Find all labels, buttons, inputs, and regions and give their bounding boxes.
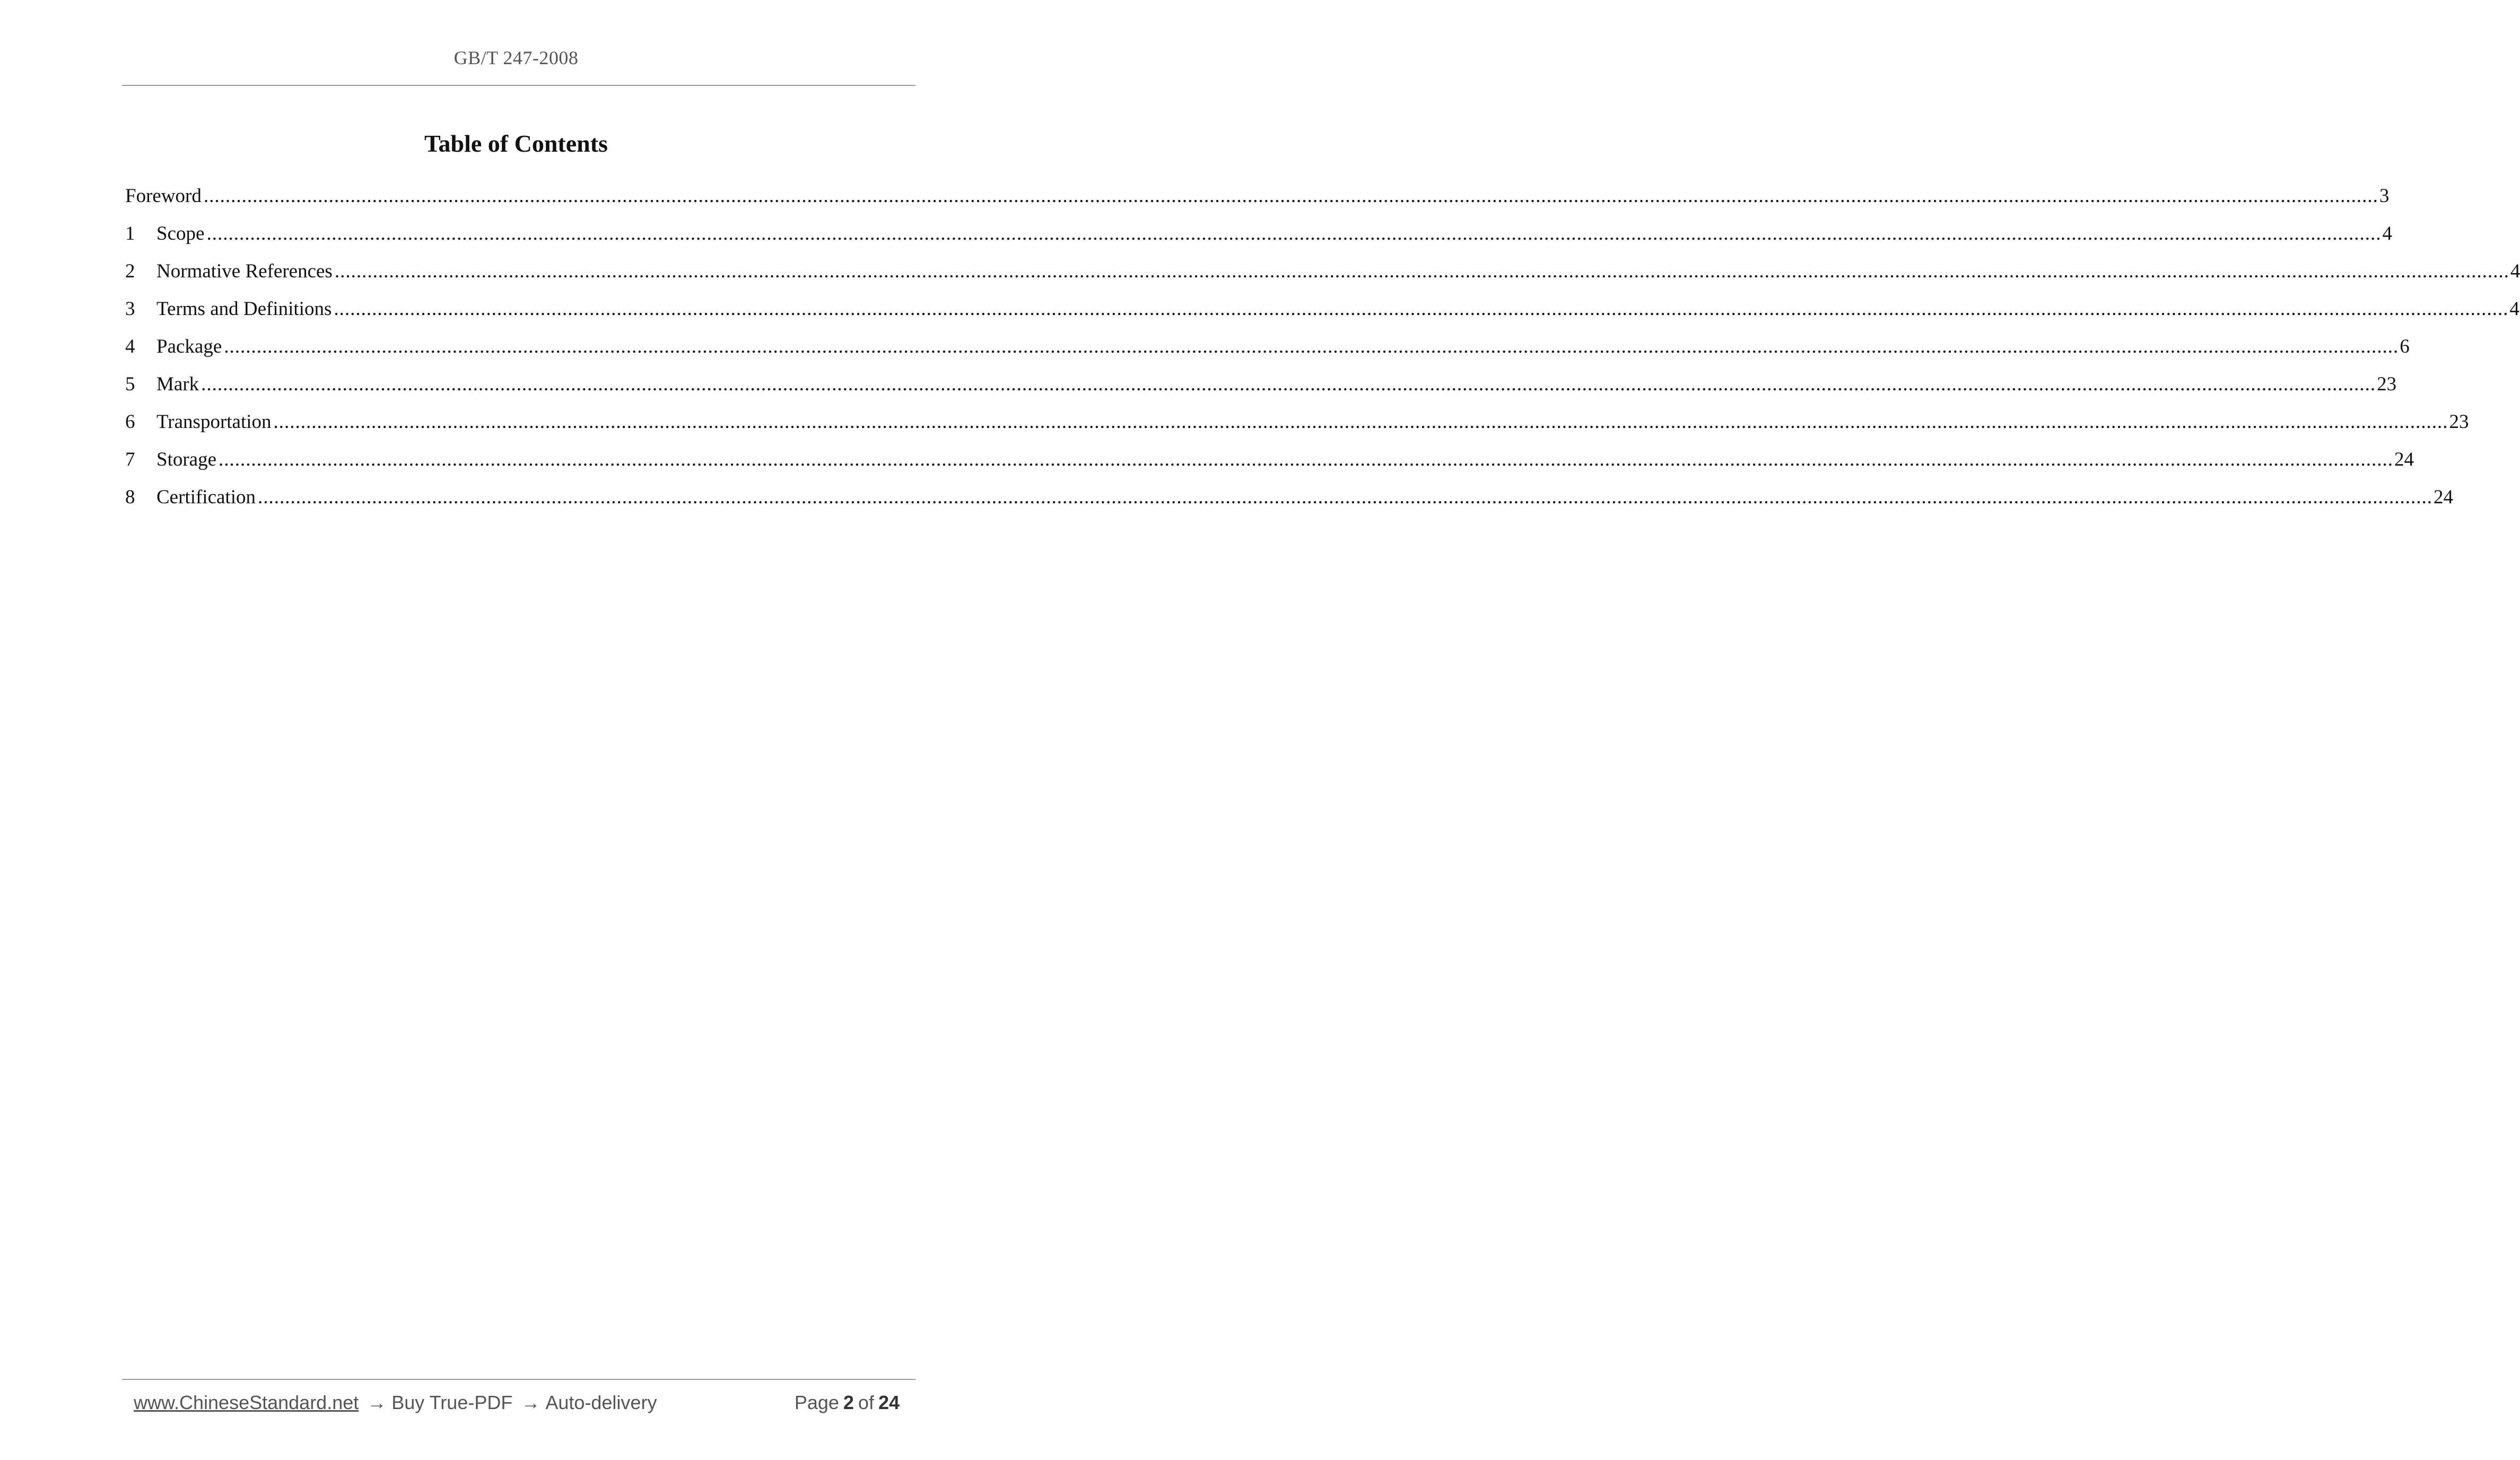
toc-entry-label: Normative References	[156, 260, 333, 282]
buy-pdf-text: Buy True-PDF	[391, 1392, 513, 1413]
footer-promo	[134, 1392, 657, 1414]
toc-leader-dots: ................................................................................................................................................................................................................................................................................................................................................................................................................	[258, 486, 2432, 508]
toc-entry-page: 3	[2379, 185, 2390, 207]
toc-entry-number: 1	[125, 223, 135, 244]
footer-divider	[122, 1379, 915, 1380]
toc-entry[interactable]	[125, 369, 2397, 406]
toc-entry-number: 8	[125, 486, 135, 508]
toc-entry-number: 7	[125, 449, 135, 470]
toc-entry[interactable]	[125, 444, 2414, 482]
toc-entry[interactable]	[125, 180, 2390, 218]
toc-entry[interactable]	[125, 406, 2469, 444]
header-divider	[122, 85, 915, 86]
page-footer	[134, 1392, 904, 1418]
toc-entry-number: 6	[125, 411, 135, 433]
toc-entry-label: Package	[156, 336, 222, 357]
toc-entry-label: Scope	[156, 223, 205, 244]
toc-leader-dots: ................................................................................................................................................................................................................................................................................................................................................................................................................	[219, 449, 2394, 470]
page-indicator	[795, 1392, 904, 1414]
auto-delivery-text: Auto-delivery	[545, 1392, 657, 1413]
toc-entry[interactable]	[125, 256, 2520, 293]
arrow-right-icon: →	[367, 1392, 387, 1413]
table-of-contents	[125, 180, 2520, 519]
toc-entry-label: Terms and Definitions	[156, 298, 332, 320]
toc-entry-number: 2	[125, 260, 135, 282]
toc-entry-page: 4	[2382, 223, 2392, 244]
toc-entry-page: 4	[2509, 298, 2519, 320]
toc-entry[interactable]	[125, 331, 2410, 369]
page-total: 24	[878, 1392, 900, 1413]
toc-leader-dots: ................................................................................................................................................................................................................................................................................................................................................................................................................	[224, 336, 2399, 357]
toc-entry-label: Storage	[156, 449, 217, 470]
arrow-right-icon: →	[521, 1392, 540, 1413]
toc-entry-page: 24	[2394, 449, 2414, 470]
toc-entry-label: Transportation	[156, 411, 272, 433]
toc-leader-dots: ................................................................................................................................................................................................................................................................................................................................................................................................................	[201, 373, 2376, 395]
document-code-header: GB/T 247-2008	[454, 47, 579, 68]
toc-entry-page: 4	[2510, 260, 2520, 282]
toc-entry-page: 23	[2449, 411, 2469, 433]
toc-entry[interactable]	[125, 218, 2392, 256]
toc-entry-page: 23	[2377, 373, 2397, 395]
page-word: Page	[794, 1392, 839, 1413]
of-word: of	[858, 1392, 874, 1413]
toc-entry-number: 3	[125, 298, 135, 320]
toc-leader-dots: ................................................................................................................................................................................................................................................................................................................................................................................................................	[334, 298, 2509, 320]
toc-leader-dots: ................................................................................................................................................................................................................................................................................................................................................................................................................	[203, 185, 2378, 207]
toc-leader-dots: ................................................................................................................................................................................................................................................................................................................................................................................................................	[206, 223, 2382, 244]
toc-leader-dots: ................................................................................................................................................................................................................................................................................................................................................................................................................	[273, 411, 2448, 433]
toc-entry-page: 24	[2434, 486, 2453, 508]
toc-title: Table of Contents	[424, 130, 608, 157]
toc-entry[interactable]	[125, 293, 2519, 331]
site-link[interactable]: www.ChineseStandard.net	[134, 1392, 359, 1413]
toc-entry-label: Mark	[156, 373, 199, 395]
toc-entry[interactable]	[125, 482, 2453, 519]
toc-entry-page: 6	[2400, 336, 2410, 357]
toc-entry-label: Foreword	[125, 185, 202, 207]
toc-entry-number: 5	[125, 373, 135, 395]
page-current: 2	[843, 1392, 854, 1413]
toc-entry-label: Certification	[156, 486, 256, 508]
toc-entry-number: 4	[125, 336, 135, 357]
toc-leader-dots: ................................................................................................................................................................................................................................................................................................................................................................................................................	[334, 260, 2509, 282]
